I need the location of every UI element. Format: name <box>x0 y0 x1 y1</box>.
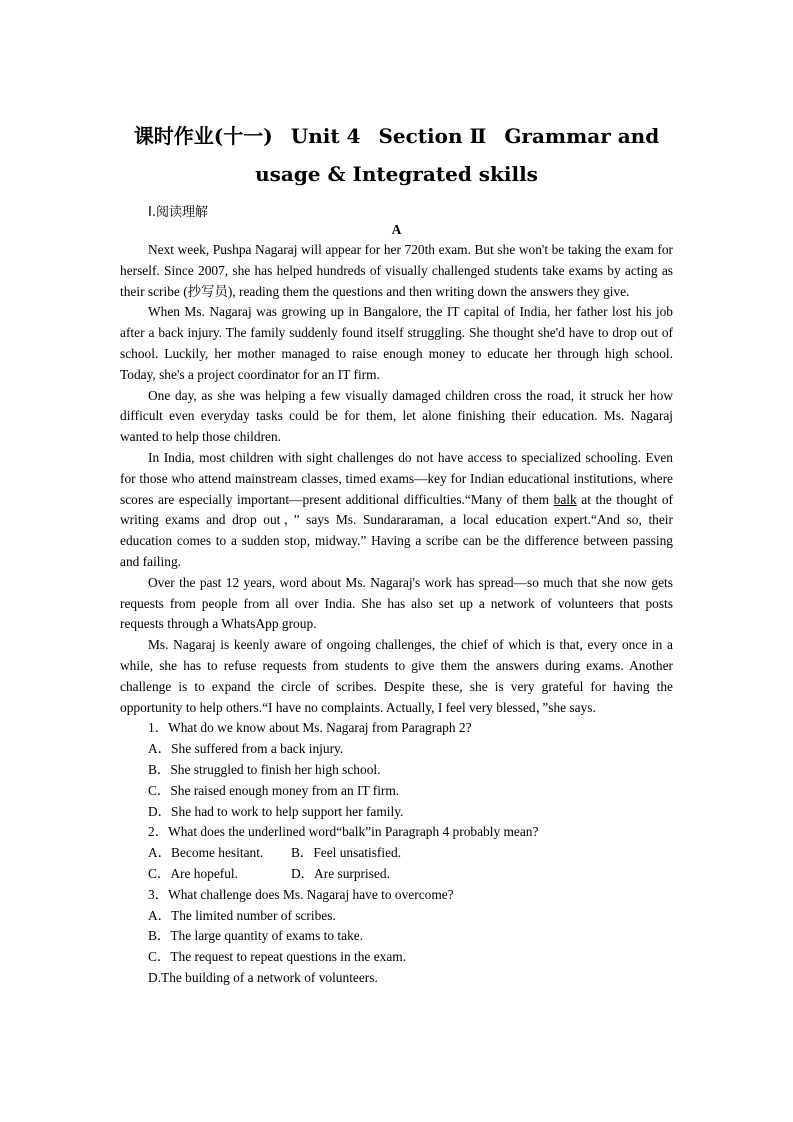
paragraph <box>120 448 673 573</box>
answer-option: C．The request to repeat questions in the exam. <box>148 949 407 965</box>
passage-label: A <box>391 222 402 237</box>
passage-body <box>120 240 673 989</box>
page-title-line1 <box>120 120 673 149</box>
title-chinese: 课时作业(十一) <box>133 124 273 148</box>
question-stem: 1．What do we know about Ms. Nagaraj from Paragraph 2? <box>148 720 472 736</box>
question-1 <box>120 718 673 822</box>
paragraph-text: In India, most children with sight challenges do not have access to specialized schooling. Even for those who attend mainstream classes, timed exams—key for Indian educational institutions, where scores are especially important—present additional difficulties.“Many of them <box>120 449 673 507</box>
paragraph-text: at the thought of writing exams and drop out，” says Ms. Sundararaman, a local education expert.“And so, their education comes to a sudden stop, midway.” Having a scribe can be the difference between passing and failing. <box>120 491 673 569</box>
question-stem: 2．What does the underlined word“balk”in Paragraph 4 probably mean? <box>148 824 539 840</box>
question-2 <box>120 822 673 884</box>
answer-option: D．Are surprised. <box>291 865 390 881</box>
title-unit: Unit 4 <box>290 124 361 148</box>
question-stem: 3．What challenge does Ms. Nagaraj have to overcome? <box>148 886 454 902</box>
answer-option: A．Become hesitant. <box>148 845 264 861</box>
answer-option-row <box>120 864 673 885</box>
answer-option: D.The building of a network of volunteers. <box>148 969 378 985</box>
answer-option: B．She struggled to finish her high school. <box>148 761 381 777</box>
section-heading: Ⅰ.阅读理解 <box>148 205 208 220</box>
answer-option: C．Are hopeful. <box>148 865 238 881</box>
paragraph: Ms. Nagaraj is keenly aware of ongoing challenges, the chief of which is that, every once in a while, she has to refuse requests from students to give them the answers during exams. Another challenge is to expand the circle of scribes. Despite these, she is very grateful for having the opportunity to help others.“I have no complaints. Actually, I feel very blessed，”she says. <box>120 637 673 715</box>
question-3 <box>120 885 673 989</box>
answer-option: B．The large quantity of exams to take. <box>148 928 364 944</box>
answer-option-row <box>120 843 673 864</box>
page-title-line2: usage & Integrated skills <box>255 162 538 186</box>
underlined-word: balk <box>553 491 577 507</box>
paragraph: One day, as she was helping a few visually damaged children cross the road, it struck her how difficult even everyday tasks could be for them, let alone finishing their education. Ms. Nagaraj wanted to help those children. <box>120 387 673 445</box>
paragraph: Next week, Pushpa Nagaraj will appear for her 720th exam. But she won't be taking the exam for herself. Since 2007, she has helped hundreds of visually challenged students take exams by acting as their scribe (抄写员), reading them the questions and then writing down the answers they give. <box>120 242 673 299</box>
paragraph: When Ms. Nagaraj was growing up in Bangalore, the IT capital of India, her father lost his job after a back injury. The family suddenly found itself struggling. She thought she'd have to drop out of school. Luckily, her mother managed to raise enough money to educate her through high school. Today, she's a project coordinator for an IT firm. <box>120 304 673 382</box>
answer-option: C．She raised enough money from an IT firm. <box>148 782 400 798</box>
answer-option: B．Feel unsatisfied. <box>291 845 402 861</box>
title-topic: Grammar and <box>504 124 660 148</box>
paragraph: Over the past 12 years, word about Ms. Nagaraj's work has spread—so much that she now gets requests from people from all over India. She has also set up a network of volunteers that posts requests through a WhatsApp group. <box>120 574 673 632</box>
answer-option: D．She had to work to help support her family. <box>148 803 404 819</box>
answer-option: A．She suffered from a back injury. <box>148 741 344 757</box>
title-section: Section Ⅱ <box>378 124 487 148</box>
answer-option: A．The limited number of scribes. <box>148 907 336 923</box>
